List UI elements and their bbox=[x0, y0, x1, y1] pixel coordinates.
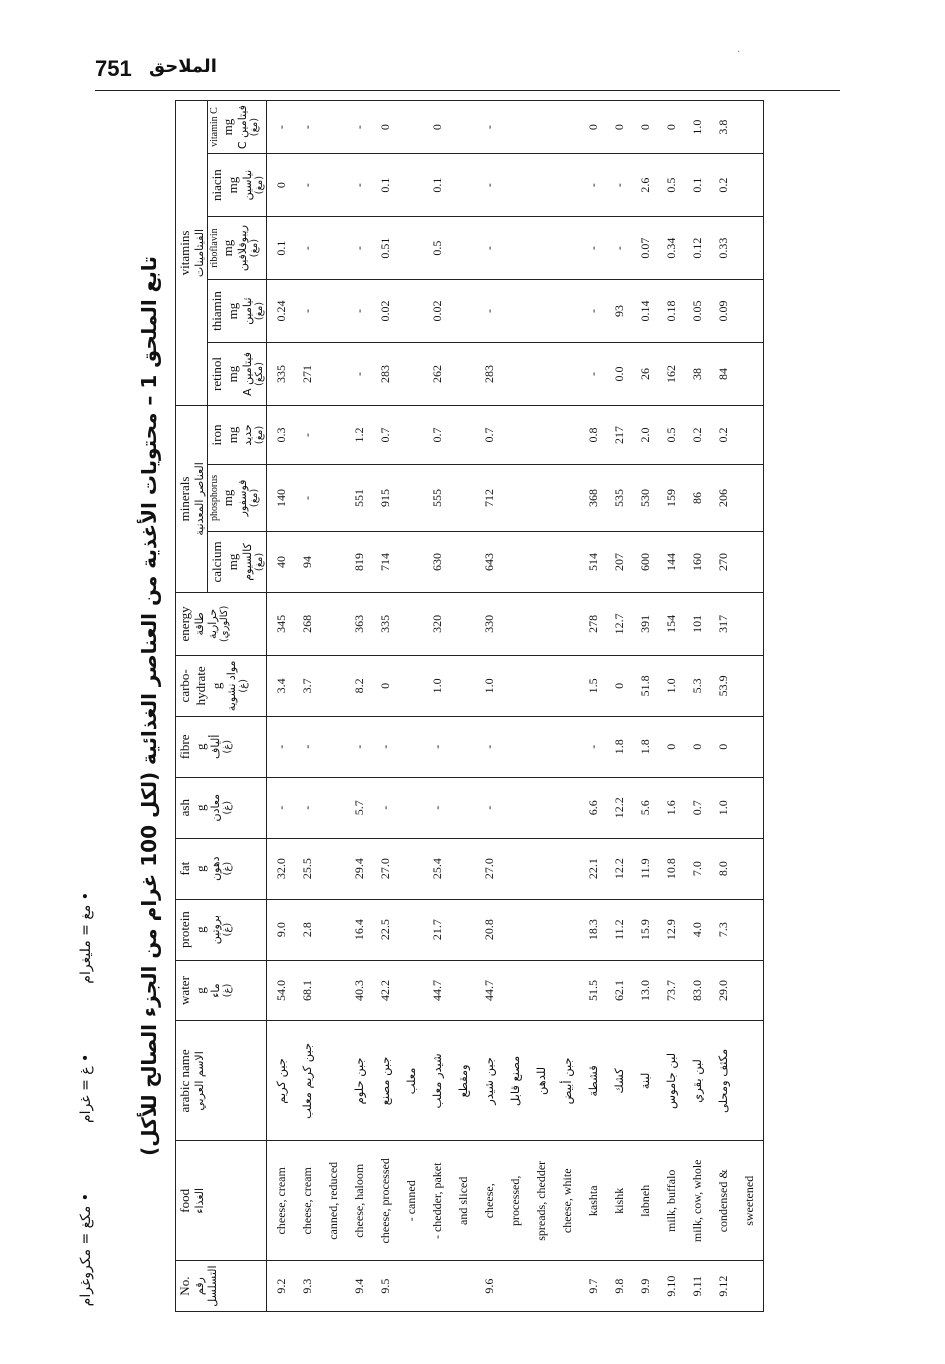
margin-mark: · bbox=[737, 47, 741, 58]
header-rule bbox=[95, 90, 840, 91]
thiamin-column-cells: 0.24 - - 0.02 0.02 - - 93 0.14 0.18 0.05 0.09 bbox=[267, 280, 764, 343]
col-food-header: food الغذاء bbox=[176, 1141, 267, 1261]
col-arabic-name-header: arabic name الاسم العربي bbox=[176, 1021, 267, 1141]
table-title: تابع الملحق 1 – محتويات الأغذية من العناصر الغذائية (لكل 100 غرام من الجزء الصالح للأكل) bbox=[137, 256, 161, 1156]
food-column-cells: cheese, cream cheese, cream canned, reduced cheese, haloom cheese, processed - canned - chedder, paket and sliced cheese, processed, spreads, chedder cheese, white kashta kishk labneh milk, buffalo milk, cow, whole condensed & sweetened bbox=[267, 1141, 764, 1261]
protein-column-cells: 9.0 2.8 16.4 22.5 21.7 20.8 18.3 11.2 15.9 12.9 4.0 7.3 bbox=[267, 899, 764, 960]
footnote-microgram: • مكغ = مكروغرام bbox=[78, 1192, 94, 1307]
col-retinol-header: retinol mg فيتامين A (مكغ) bbox=[208, 343, 267, 406]
col-energy-header: energy طاقة حرارية (كالوري) bbox=[176, 592, 267, 655]
col-protein-header: protein g بروتين (غ) bbox=[176, 899, 267, 960]
vitamins-group-header: vitamins الفيتامينات bbox=[176, 101, 208, 406]
col-fat-header: fat g دهون (غ) bbox=[176, 838, 267, 899]
col-vitamin-c-header: vitamin C mg فيتامين C (مغ) bbox=[208, 101, 267, 154]
col-calcium-header: calcium mg كالسيوم (مغ) bbox=[208, 531, 267, 592]
riboflavin-column-cells: 0.1 - - 0.51 0.5 - - - 0.07 0.34 0.12 0.33 bbox=[267, 217, 764, 280]
col-water-header: water g ماء (غ) bbox=[176, 960, 267, 1021]
col-thiamin-header: thiamin mg ثيامين (مغ) bbox=[208, 280, 267, 343]
col-fibre-header: fibre g ألياف (غ) bbox=[176, 716, 267, 777]
water-column-cells: 54.0 68.1 40.3 42.2 44.7 44.7 51.5 62.1 13.0 73.7 83.0 29.0 bbox=[267, 960, 764, 1021]
header-row-group bbox=[176, 101, 208, 1312]
col-carbohydrate-header: carbo- hydrate g مواد نشوية (غ) bbox=[176, 655, 267, 716]
table-body-row bbox=[267, 101, 764, 1312]
energy-column-cells: 345 268 363 335 320 330 278 12.7 391 154 101 317 bbox=[267, 592, 764, 655]
iron-column-cells: 0.3 - 1.2 0.7 0.7 0.7 0.8 217 2.0 0.5 0.2 0.2 bbox=[267, 405, 764, 464]
col-iron-header: iron mg حديد (مغ) bbox=[208, 405, 267, 464]
col-riboflavin-header: riboflavin mg ريبوفلافين (مغ) bbox=[208, 217, 267, 280]
calcium-column-cells: 40 94 819 714 630 643 514 207 600 144 160 270 bbox=[267, 531, 764, 592]
retinol-column-cells: 335 271 - 283 262 283 - 0.0 26 162 38 84 bbox=[267, 343, 764, 406]
nutrient-table bbox=[175, 100, 764, 1312]
col-niacin-header: niacin mg نياسين (مغ) bbox=[208, 154, 267, 217]
col-no-header: No. رقم التسلسل bbox=[176, 1261, 267, 1312]
vitamin-c-column-cells: - - - 0 0 - 0 0 0 0 1.0 3.8 bbox=[267, 101, 764, 154]
col-ash-header: ash g معادن (غ) bbox=[176, 777, 267, 838]
rotated-table-page bbox=[125, 100, 795, 1312]
niacin-column-cells: 0 - - 0.1 0.1 - - - 2.6 0.5 0.1 0.2 bbox=[267, 154, 764, 217]
fat-column-cells: 32.0 25.5 29.4 27.0 25.4 27.0 22.1 12.2 11.9 10.8 7.0 8.0 bbox=[267, 838, 764, 899]
no-column-cells: 9.2 9.3 9.4 9.5 9.6 9.7 9.8 9.9 9.10 9.11 9.12 bbox=[267, 1261, 764, 1312]
footnote-gram: • غ = غرام bbox=[78, 1053, 94, 1123]
carbohydrate-column-cells: 3.4 3.7 8.2 0 1.0 1.0 1.5 0 51.8 1.0 5.3 53.9 bbox=[267, 655, 764, 716]
minerals-group-header: minerals العناصر المعدنية bbox=[176, 405, 208, 592]
ash-column-cells: - - 5.7 - - - 6.6 12.2 5.6 1.6 0.7 1.0 bbox=[267, 777, 764, 838]
footnotes bbox=[78, 892, 108, 1312]
page-header bbox=[95, 52, 840, 92]
section-name: الملاحق bbox=[149, 56, 217, 77]
col-phosphorus-header: phosphorus mg فوسفور (مغ) bbox=[208, 464, 267, 531]
phosphorus-column-cells: 140 - 551 915 555 712 368 535 530 159 86 206 bbox=[267, 464, 764, 531]
footnote-milligram: • مغ = مليغرام bbox=[78, 892, 94, 984]
arabic-name-column-cells: جبن كريم جبن كريم معلب جبن حلوم جبن مصنع معلب شيدر معلب ومقطع جبن شيدر مصنع قابل للدهن جبن أبيض قشطة كشك لبنة لبن جاموس لبن بقري مكثف ومحلى bbox=[267, 1021, 764, 1141]
fibre-column-cells: - - - - - - - 1.8 1.8 0 0 0 bbox=[267, 716, 764, 777]
page-number: 751 bbox=[95, 56, 132, 81]
